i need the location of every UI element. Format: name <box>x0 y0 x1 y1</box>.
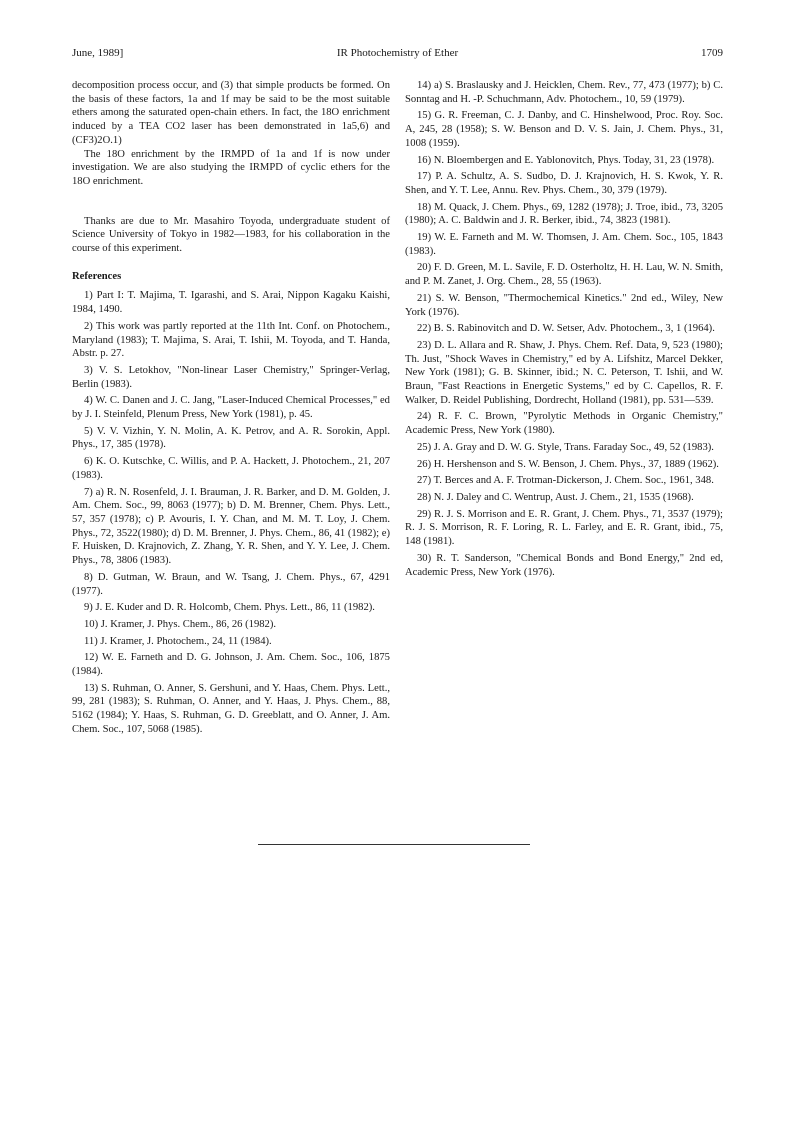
reference-item <box>72 651 390 678</box>
reference-item <box>72 486 390 568</box>
reference-item <box>405 292 723 319</box>
right-column <box>405 79 723 582</box>
reference-item <box>405 508 723 549</box>
left-column <box>72 79 390 740</box>
references-list-right <box>405 79 723 579</box>
reference-number: 1) <box>84 290 97 302</box>
reference-item <box>405 201 723 228</box>
reference-text: S. W. Benson, "Thermochemical Kinetics." 2nd ed., Wiley, New York (1976). <box>405 292 723 318</box>
reference-number: 27) <box>417 475 434 487</box>
reference-item <box>72 682 390 737</box>
reference-number: 18) <box>417 201 435 213</box>
reference-number: 9) <box>84 602 96 614</box>
reference-text: R. T. Sanderson, "Chemical Bonds and Bond Energy," 2nd ed, Academic Press, New York (1976). <box>405 552 723 578</box>
reference-item <box>405 109 723 150</box>
reference-item <box>405 410 723 437</box>
reference-number: 16) <box>417 154 434 166</box>
reference-number: 26) <box>417 458 434 470</box>
reference-number: 22) <box>417 323 434 335</box>
reference-text: Part I: T. Majima, T. Igarashi, and S. Arai, Nippon Kagaku Kaishi, 1984, 1490. <box>72 290 390 316</box>
reference-text: F. D. Green, M. L. Savile, F. D. Osterholtz, H. H. Lau, W. N. Smith, and P. M. Zanet, J. Org. Chem., 28, 55 (1963). <box>405 262 723 288</box>
reference-number: 2) <box>84 320 96 332</box>
reference-text: T. Berces and A. F. Trotman-Dickerson, J. Chem. Soc., 1961, 348. <box>433 475 714 487</box>
reference-item <box>405 79 723 106</box>
reference-number: 11) <box>84 635 101 647</box>
reference-text: B. S. Rabinovitch and D. W. Setser, Adv. Photochem., 3, 1 (1964). <box>433 323 715 335</box>
reference-number: 15) <box>417 110 435 122</box>
reference-number: 28) <box>417 491 434 503</box>
reference-item <box>72 289 390 316</box>
reference-number: 20) <box>417 262 434 274</box>
reference-text: K. O. Kutschke, C. Willis, and P. A. Hackett, J. Photochem., 21, 207 (1983). <box>72 456 390 481</box>
reference-number: 17) <box>417 171 436 183</box>
reference-number: 3) <box>84 364 99 376</box>
reference-text: V. S. Letokhov, "Non-linear Laser Chemistry," Springer-Verlag, Berlin (1983). <box>72 364 390 390</box>
reference-number: 4) <box>84 395 96 407</box>
reference-item <box>405 458 723 472</box>
reference-number: 14) <box>417 80 434 91</box>
reference-text: R. J. S. Morrison and E. R. Grant, J. Chem. Phys., 71, 3537 (1979); R. J. S. Morrison, R. F. Loring, R. L. Farley, and E. R. Grant, ibid., 75, 148 (1981). <box>405 508 723 548</box>
reference-item <box>72 571 390 598</box>
reference-text: N. J. Daley and C. Wentrup, Aust. J. Chem., 21, 1535 (1968). <box>433 491 694 503</box>
reference-item <box>405 474 723 488</box>
reference-text: N. Bloembergen and E. Yablonovitch, Phys. Today, 31, 23 (1978). <box>433 154 715 166</box>
reference-item <box>405 154 723 168</box>
reference-text: This work was partly reported at the 11th Int. Conf. on Photochem., Maryland (1983); T. Majima, S. Arai, T. Ishii, M. Toyoda, and T. Handa, Abstr. p. 27. <box>72 320 390 360</box>
reference-text: J. Kramer, J. Phys. Chem., 86, 26 (1982). <box>100 618 277 630</box>
reference-item <box>405 261 723 288</box>
reference-item <box>72 425 390 452</box>
acknowledgment: Thanks are due to Mr. Masahiro Toyoda, undergraduate student of Science University of Tokyo in 1982—1983, for his collaboration in the course of this experiment. <box>72 215 390 255</box>
reference-item <box>72 394 390 421</box>
reference-number: 23) <box>417 339 435 351</box>
reference-number: 5) <box>84 425 97 437</box>
reference-item <box>405 170 723 197</box>
reference-item <box>405 491 723 505</box>
reference-number: 30) <box>417 552 437 564</box>
references-heading: References <box>72 270 122 282</box>
reference-number: 8) <box>84 571 98 583</box>
reference-number: 29) <box>417 508 434 520</box>
reference-item <box>72 635 390 649</box>
reference-text: a) R. N. Rosenfeld, J. I. Brauman, J. R. Barker, and D. M. Golden, J. Am. Chem. Soc., 99, 8063 (1977); b) D. M. Brenner, Chem. Phys. Lett., 57, 357 (1978); c) P. Avouris, I. Y. Chan, and M. M. T. Loy, J. Chem. Phys., 72, 3522(1980); d) D. M. Brenner, J. Phys. Chem., 86, 41 (1982); e) F. Huisken, D. Krajnovich, Z. Zhang, Y. R. Shen, and Y. Y. Lee, J. Chem. Phys., 78, 3806 (1983). <box>72 486 390 567</box>
reference-text: J. E. Kuder and D. R. Holcomb, Chem. Phys. Lett., 86, 11 (1982). <box>95 602 375 614</box>
references-list-left <box>72 289 390 736</box>
reference-item <box>405 231 723 258</box>
body-paragraph-1: decomposition process occur, and (3) that simple products be formed. On the basis of these factors, 1a and 1f may be said to be the most suitable ethers among the saturated open-chain ethers. In fact, the 18O enrichment induced by a TEA CO2 laser has been demonstrated in 1a5,6) and (CF3)2O.1) <box>72 80 390 146</box>
header-date: June, 1989] <box>72 47 124 59</box>
header-title: IR Photochemistry of Ether <box>336 47 459 59</box>
reference-item <box>405 441 723 455</box>
reference-item <box>72 455 390 482</box>
running-header <box>72 47 723 63</box>
reference-item <box>405 552 723 579</box>
reference-item <box>72 364 390 391</box>
reference-number: 10) <box>84 618 101 630</box>
reference-text: J. A. Gray and D. W. G. Style, Trans. Faraday Soc., 49, 52 (1983). <box>433 441 714 453</box>
reference-item <box>72 618 390 632</box>
reference-number: 24) <box>417 411 438 423</box>
reference-text: a) S. Braslausky and J. Heicklen, Chem. Rev., 77, 473 (1977); b) C. Sonntag and H. -P. Schuchmann, Adv. Photochem., 10, 59 (1979). <box>405 80 723 105</box>
reference-item <box>405 322 723 336</box>
section-gap <box>72 189 390 215</box>
reference-text: W. E. Farneth and M. W. Thomsen, J. Am. Chem. Soc., 105, 1843 (1983). <box>405 232 723 257</box>
reference-number: 13) <box>84 682 102 694</box>
reference-text: G. R. Freeman, C. J. Danby, and C. Hinshelwood, Proc. Roy. Soc. A, 245, 28 (1958); S. W. Benson and D. V. S. Jain, J. Chem. Phys., 31, 1008 (1959). <box>405 110 723 149</box>
reference-number: 12) <box>84 652 102 664</box>
reference-number: 21) <box>417 292 436 304</box>
reference-text: W. C. Danen and J. C. Jang, "Laser-Induced Chemical Processes," ed by J. I. Steinfeld, Plenum Press, New York (1981), p. 45. <box>72 395 390 421</box>
reference-item <box>72 601 390 615</box>
reference-text: D. Gutman, W. Braun, and W. Tsang, J. Chem. Phys., 67, 4291 (1977). <box>72 571 390 597</box>
reference-text: D. L. Allara and R. Shaw, J. Phys. Chem. Ref. Data, 9, 523 (1980); Th. Just, "Shock Waves in Chemistry," ed by A. Lifshitz, Marcel Dekker, New York (1981); G. B. Skinner, ibid.; N. C. Peterson, T. Ishii, and W. Braun, "Fast Reactions in Energetic Systems," ed by C. Capellos, R. F. Walker, D. Reidel Publishing, Dordrecht, Holland (1981), pp. 531—539. <box>405 339 723 406</box>
reference-text: S. Ruhman, O. Anner, S. Gershuni, and Y. Haas, Chem. Phys. Lett., 99, 281 (1983); S. Ruhman, O. Anner, and Y. Haas, J. Phys. Chem., 88, 5162 (1984); Y. Haas, S. Ruhman, G. D. Greeblatt, and O. Anner, J. Am. Chem. Soc., 107, 5068 (1985). <box>72 682 390 735</box>
reference-number: 19) <box>417 232 435 244</box>
reference-text: M. Quack, J. Chem. Phys., 69, 1282 (1978); J. Troe, ibid., 73, 3205 (1980); A. C. Baldwin and J. R. Berker, ibid., 74, 3823 (1981). <box>405 201 723 227</box>
reference-text: H. Hershenson and S. W. Benson, J. Chem. Phys., 37, 1889 (1962). <box>433 458 719 470</box>
reference-text: P. A. Schultz, A. S. Sudbo, D. J. Krajnovich, H. S. Kwok, Y. R. Shen, and Y. T. Lee, Annu. Rev. Phys. Chem., 30, 379 (1979). <box>405 171 723 196</box>
reference-text: W. E. Farneth and D. G. Johnson, J. Am. Chem. Soc., 106, 1875 (1984). <box>72 652 390 678</box>
reference-text: J. Kramer, J. Photochem., 24, 11 (1984). <box>100 635 272 647</box>
reference-number: 25) <box>417 441 434 453</box>
reference-number: 7) <box>84 486 96 498</box>
reference-number: 6) <box>84 456 96 468</box>
reference-item <box>72 320 390 361</box>
reference-text: R. F. C. Brown, "Pyrolytic Methods in Organic Chemistry," Academic Press, New York (1980). <box>405 411 723 437</box>
reference-text: V. V. Vizhin, Y. N. Molin, A. K. Petrov, and A. R. Sorokin, Appl. Phys., 17, 385 (1978). <box>72 425 390 451</box>
end-rule <box>258 844 530 845</box>
reference-item <box>405 339 723 408</box>
body-paragraph-2: The 18O enrichment by the IRMPD of 1a and 1f is now under investigation. We are also studying the IRMPD of cyclic ethers for the 18O enrichment. <box>72 148 390 187</box>
page-number: 1709 <box>701 47 723 59</box>
